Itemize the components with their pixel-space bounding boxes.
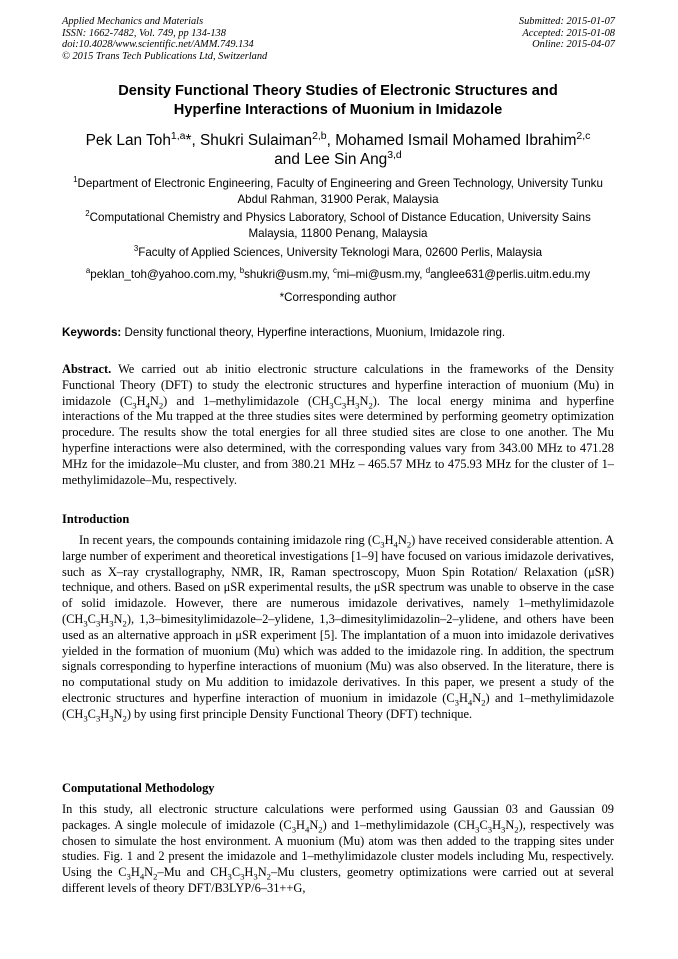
abstract-label: Abstract. bbox=[62, 362, 112, 376]
subscript: 4 bbox=[467, 697, 473, 708]
accepted-date: Accepted: 2015-01-08 bbox=[522, 27, 615, 39]
subscript: 3 bbox=[487, 824, 493, 835]
subscript: 3 bbox=[227, 871, 232, 882]
affiliation-number: 3 bbox=[133, 244, 139, 254]
subscript: 4 bbox=[139, 871, 145, 882]
affiliation-text: Department of Electronic Engineering, Faculty of Engineering and Green Technology, University Tunku Abdul Rahman, 31900 Perak, Malaysia bbox=[77, 177, 603, 206]
formula-part: N bbox=[149, 393, 159, 408]
formula-part: N bbox=[309, 817, 319, 832]
formula-part: H bbox=[458, 690, 468, 705]
corresponding-mark: *, bbox=[185, 132, 200, 149]
affiliation-text: Faculty of Applied Sciences, University Teknologi Mara, 02600 Perlis, Malaysia bbox=[138, 246, 543, 259]
formula-part: H bbox=[100, 611, 110, 626]
subscript: 2 bbox=[481, 697, 486, 708]
formula-part: N bbox=[113, 611, 123, 626]
subscript: 2 bbox=[406, 539, 412, 550]
abstract-text: ) and 1–methylimidazole (CH bbox=[163, 393, 330, 408]
formula-part: H bbox=[296, 817, 305, 832]
corresponding-author-note: *Corresponding author bbox=[279, 291, 397, 304]
subscript: 4 bbox=[145, 400, 150, 411]
formula-part: N bbox=[144, 865, 154, 880]
formula-part: N bbox=[472, 690, 482, 705]
formula-part: C bbox=[87, 611, 96, 626]
formula-part: C bbox=[333, 393, 342, 408]
email-list bbox=[62, 267, 614, 283]
email-sup: b bbox=[239, 266, 245, 276]
formula-part: H bbox=[136, 393, 146, 408]
author-name: Mohamed Ismail Mohamed Ibrahim bbox=[335, 132, 577, 149]
paragraph-text: ) and 1–methylimidazole (CH bbox=[62, 690, 614, 721]
methodology-heading: Computational Methodology bbox=[62, 781, 215, 795]
paper-title bbox=[62, 82, 614, 119]
abstract-text: We carried out ab initio electronic structure calculations in the frameworks of the Density Functional Theory (DFT) to study the electronic structures and hyperfine interaction of muonium (Mu) in imidazole (C bbox=[62, 362, 614, 408]
journal-header bbox=[62, 16, 267, 62]
formula-part: H bbox=[492, 817, 502, 832]
author-sup: 2,b bbox=[312, 130, 327, 142]
journal-name: Applied Mechanics and Materials bbox=[62, 16, 204, 27]
formula-part: N bbox=[359, 393, 369, 408]
email-sup: c bbox=[332, 266, 337, 276]
subscript: 3 bbox=[109, 713, 114, 724]
formula-part: N bbox=[505, 817, 515, 832]
introduction-paragraph bbox=[62, 533, 614, 723]
subscript: 3 bbox=[380, 539, 385, 550]
formula-part: H bbox=[244, 865, 254, 880]
subscript: 4 bbox=[304, 824, 310, 835]
subscript: 3 bbox=[83, 618, 88, 629]
subscript: 2 bbox=[514, 824, 519, 835]
formula-part: N bbox=[113, 706, 123, 721]
author-sup: 3,d bbox=[387, 150, 402, 162]
subscript: 2 bbox=[318, 824, 323, 835]
paragraph-text: –Mu and CH bbox=[157, 865, 228, 880]
online-date: Online: 2015-04-07 bbox=[532, 39, 615, 51]
subscript: 3 bbox=[329, 400, 334, 411]
author-line-1 bbox=[62, 131, 614, 150]
subscript: 2 bbox=[122, 618, 127, 629]
affiliation-1 bbox=[62, 176, 614, 207]
subscript: 3 bbox=[454, 697, 459, 708]
subscript: 3 bbox=[501, 824, 506, 835]
abstract bbox=[62, 362, 614, 488]
formula-part: H bbox=[384, 533, 394, 547]
formula-part: C bbox=[87, 706, 96, 721]
paragraph-text: ) and 1–methylimidazole (CH bbox=[322, 817, 476, 832]
affiliation-number: 2 bbox=[85, 209, 90, 219]
author-name: Shukri Sulaiman bbox=[200, 132, 313, 149]
dates-header bbox=[519, 16, 615, 51]
subscript: 3 bbox=[109, 618, 114, 629]
subscript: 2 bbox=[158, 400, 164, 411]
subscript: 3 bbox=[475, 824, 480, 835]
formula-part: C bbox=[479, 817, 488, 832]
abstract-text: ). The local energy minima and hyperfine interactions of the Mu trapped at the three studies sites were determined by performing geometry optimization procedure. The results show the total energies for all three studied sites are close to one another. The Mu hyperfine interactions were also determined, with the corresponding values vary from 343.00 MHz to 471.28 MHz for the imidazole–Mu cluster, and from 380.21 MHz – 465.57 MHz to 475.93 MHz for the cluster of 1–methylimidazole–Mu, respectively. bbox=[62, 393, 614, 487]
subscript: 3 bbox=[240, 871, 245, 882]
email: peklan_toh@yahoo.com.my, bbox=[90, 268, 240, 281]
author-line-2 bbox=[62, 150, 614, 169]
subscript: 4 bbox=[393, 539, 398, 550]
keywords bbox=[62, 325, 622, 340]
methodology-paragraph bbox=[62, 802, 614, 897]
email: anglee631@perlis.uitm.edu.my bbox=[430, 268, 591, 281]
subscript: 3 bbox=[95, 713, 101, 724]
paragraph-text: In this study, all electronic structure calculations were performed using Gaussian 03 and Gaussian 09 packages. A single molecule of imidazole (C bbox=[62, 802, 614, 832]
author-and: and bbox=[274, 151, 305, 169]
subscript: 3 bbox=[95, 618, 101, 629]
submitted-date: Submitted: 2015-01-07 bbox=[518, 16, 615, 27]
title-line-1: Density Functional Theory Studies of Electronic Structures and bbox=[118, 83, 558, 99]
formula-part: N bbox=[397, 533, 407, 547]
formula-part: C bbox=[231, 865, 241, 880]
email: mi–mi@usm.my, bbox=[336, 268, 426, 281]
author-list bbox=[62, 131, 614, 170]
email-sup: a bbox=[85, 266, 91, 276]
title-line-2: Hyperfine Interactions of Muonium in Imidazole bbox=[173, 101, 503, 118]
formula-part: H bbox=[130, 865, 140, 880]
formula-part: N bbox=[257, 865, 267, 880]
subscript: 2 bbox=[122, 713, 127, 724]
keywords-text: Density functional theory, Hyperfine interactions, Muonium, Imidazole ring. bbox=[121, 326, 506, 339]
email: shukri@usm.my, bbox=[244, 268, 333, 281]
author-sup: 1,a bbox=[170, 130, 186, 142]
author-name: Lee Sin Ang bbox=[304, 151, 388, 169]
author-sup: 2,c bbox=[576, 130, 591, 142]
paragraph-text: ) have received considerable attention. A large number of experiment and theoretical investigations [1–9] have focused on various imidazole derivatives, such as X–ray crystallography, NMR, IR, Raman spectroscopy, Muon Spin Rotation/ Relaxation (μSR) technique, and others. Based on μSR experimental results, the μSR spectrum was unable to observe in the case of solid imidazole. However, there are numerous imidazole derivatives, namely 1–methylimidazole (CH bbox=[62, 533, 614, 626]
subscript: 3 bbox=[291, 824, 297, 835]
subscript: 3 bbox=[132, 400, 137, 411]
email-sup: d bbox=[425, 266, 431, 276]
paragraph-text: ), respectively was chosen to simulate the host environment. A muonium (Mu) atom was then added to the trapping sites under studies. Fig. 1 and 2 present the imidazole and 1–methylimidazole cluster models including Mu, respectively. Using the C bbox=[62, 817, 614, 880]
author-sep: , bbox=[326, 132, 336, 149]
issn: ISSN: 1662-7482, Vol. 749, pp 134-138 bbox=[62, 27, 226, 39]
affiliation-number: 1 bbox=[73, 175, 78, 185]
subscript: 3 bbox=[83, 713, 88, 724]
affiliation-2 bbox=[62, 210, 614, 241]
copyright: © 2015 Trans Tech Publications Ltd, Switzerland bbox=[62, 50, 268, 62]
subscript: 3 bbox=[341, 400, 347, 411]
introduction-heading: Introduction bbox=[62, 512, 130, 526]
subscript: 3 bbox=[126, 871, 131, 882]
subscript: 2 bbox=[266, 871, 271, 882]
paragraph-text: –Mu clusters, geometry optimizations were carried out at several different levels of theory DFT/B3LYP/6–31++G, bbox=[62, 865, 615, 895]
affiliation-text: Computational Chemistry and Physics Laboratory, School of Distance Education, University Sains Malaysia, 11800 Penang, Malaysia bbox=[89, 211, 591, 240]
formula-part: H bbox=[100, 706, 110, 721]
paragraph-text: In recent years, the compounds containing imidazole ring (C bbox=[79, 533, 381, 547]
keywords-label: Keywords: bbox=[62, 326, 122, 339]
subscript: 2 bbox=[153, 871, 158, 882]
doi: doi:10.4028/www.scientific.net/AMM.749.134 bbox=[62, 39, 254, 51]
subscript: 3 bbox=[355, 400, 360, 411]
paragraph-text: ) by using first principle Density Functional Theory (DFT) technique. bbox=[126, 706, 473, 721]
paragraph-text: ), 1,3–bimesitylimidazole–2–ylidene, 1,3–dimesitylimidazolin–2–ylidene, and others have been used as an alternative approach in μSR experiment [5]. The implantation of a muon into imidazole derivatives yielded in the formation of muonium (Mu) which was added to the imidazole ring. In addition, the spectrum signals corresponding to hyperfine interactions of muonium (Mu) was also observed. In the literature, there is no computational study on Mu addition to imidazole derivatives. In this paper, we present a study of the electronic structures and hyperfine interaction of muonium in imidazole (C bbox=[62, 611, 614, 705]
formula-part: H bbox=[346, 393, 356, 408]
subscript: 3 bbox=[253, 871, 258, 882]
affiliation-3 bbox=[62, 245, 614, 261]
author-name: Pek Lan Toh bbox=[85, 132, 171, 149]
subscript: 2 bbox=[368, 400, 373, 411]
